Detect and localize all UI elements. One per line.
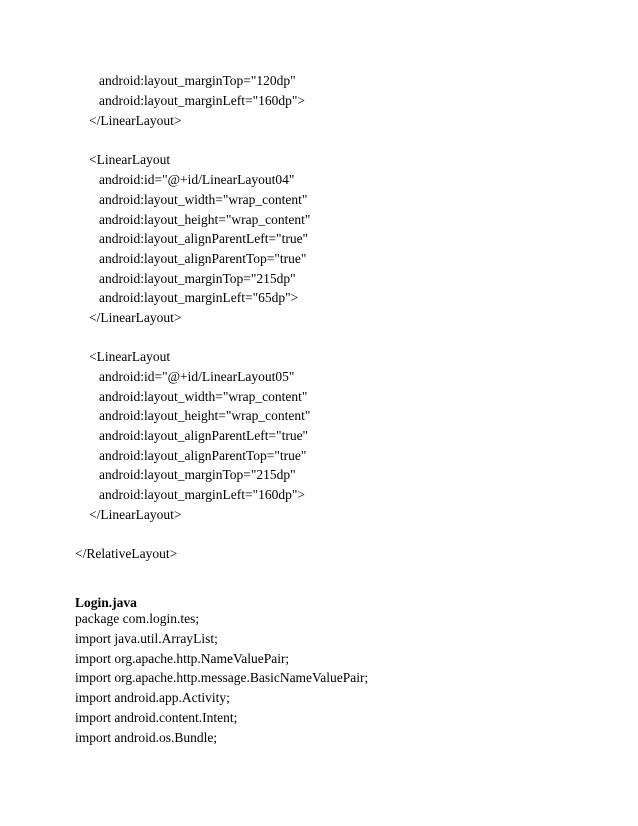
code-line: android:layout_width="wrap_content"	[99, 192, 308, 207]
code-line: </LinearLayout>	[89, 507, 182, 522]
code-line: </LinearLayout>	[89, 310, 182, 325]
code-line: android:layout_width="wrap_content"	[99, 389, 308, 404]
code-line: import android.app.Activity;	[75, 690, 230, 705]
code-line: import java.util.ArrayList;	[75, 631, 218, 646]
code-line: android:layout_alignParentLeft="true"	[99, 428, 309, 443]
code-line: android:id="@+id/LinearLayout04"	[99, 172, 295, 187]
code-line: android:layout_alignParentTop="true"	[99, 448, 307, 463]
code-line: android:layout_alignParentTop="true"	[99, 251, 307, 266]
code-line: android:layout_marginLeft="65dp">	[99, 290, 299, 305]
section-heading: Login.java	[75, 595, 137, 610]
code-line: import android.content.Intent;	[75, 710, 238, 725]
code-line: android:layout_marginTop="215dp"	[99, 271, 296, 286]
code-line: android:layout_alignParentLeft="true"	[99, 231, 309, 246]
code-line: <LinearLayout	[89, 349, 171, 364]
code-line: android:layout_height="wrap_content"	[99, 212, 311, 227]
code-line: android:layout_height="wrap_content"	[99, 408, 311, 423]
code-line: </RelativeLayout>	[75, 546, 178, 561]
code-line: import org.apache.http.message.BasicNameValuePair;	[75, 670, 369, 685]
code-line: <LinearLayout	[89, 152, 171, 167]
code-line: import android.os.Bundle;	[75, 730, 218, 745]
code-line: package com.login.tes;	[75, 611, 200, 626]
code-line: android:layout_marginTop="120dp"	[99, 73, 296, 88]
code-line: </LinearLayout>	[89, 113, 182, 128]
code-line: android:layout_marginLeft="160dp">	[99, 93, 305, 108]
code-line: android:id="@+id/LinearLayout05"	[99, 369, 295, 384]
code-line: android:layout_marginLeft="160dp">	[99, 487, 305, 502]
code-line: android:layout_marginTop="215dp"	[99, 467, 296, 482]
code-line: import org.apache.http.NameValuePair;	[75, 651, 290, 666]
